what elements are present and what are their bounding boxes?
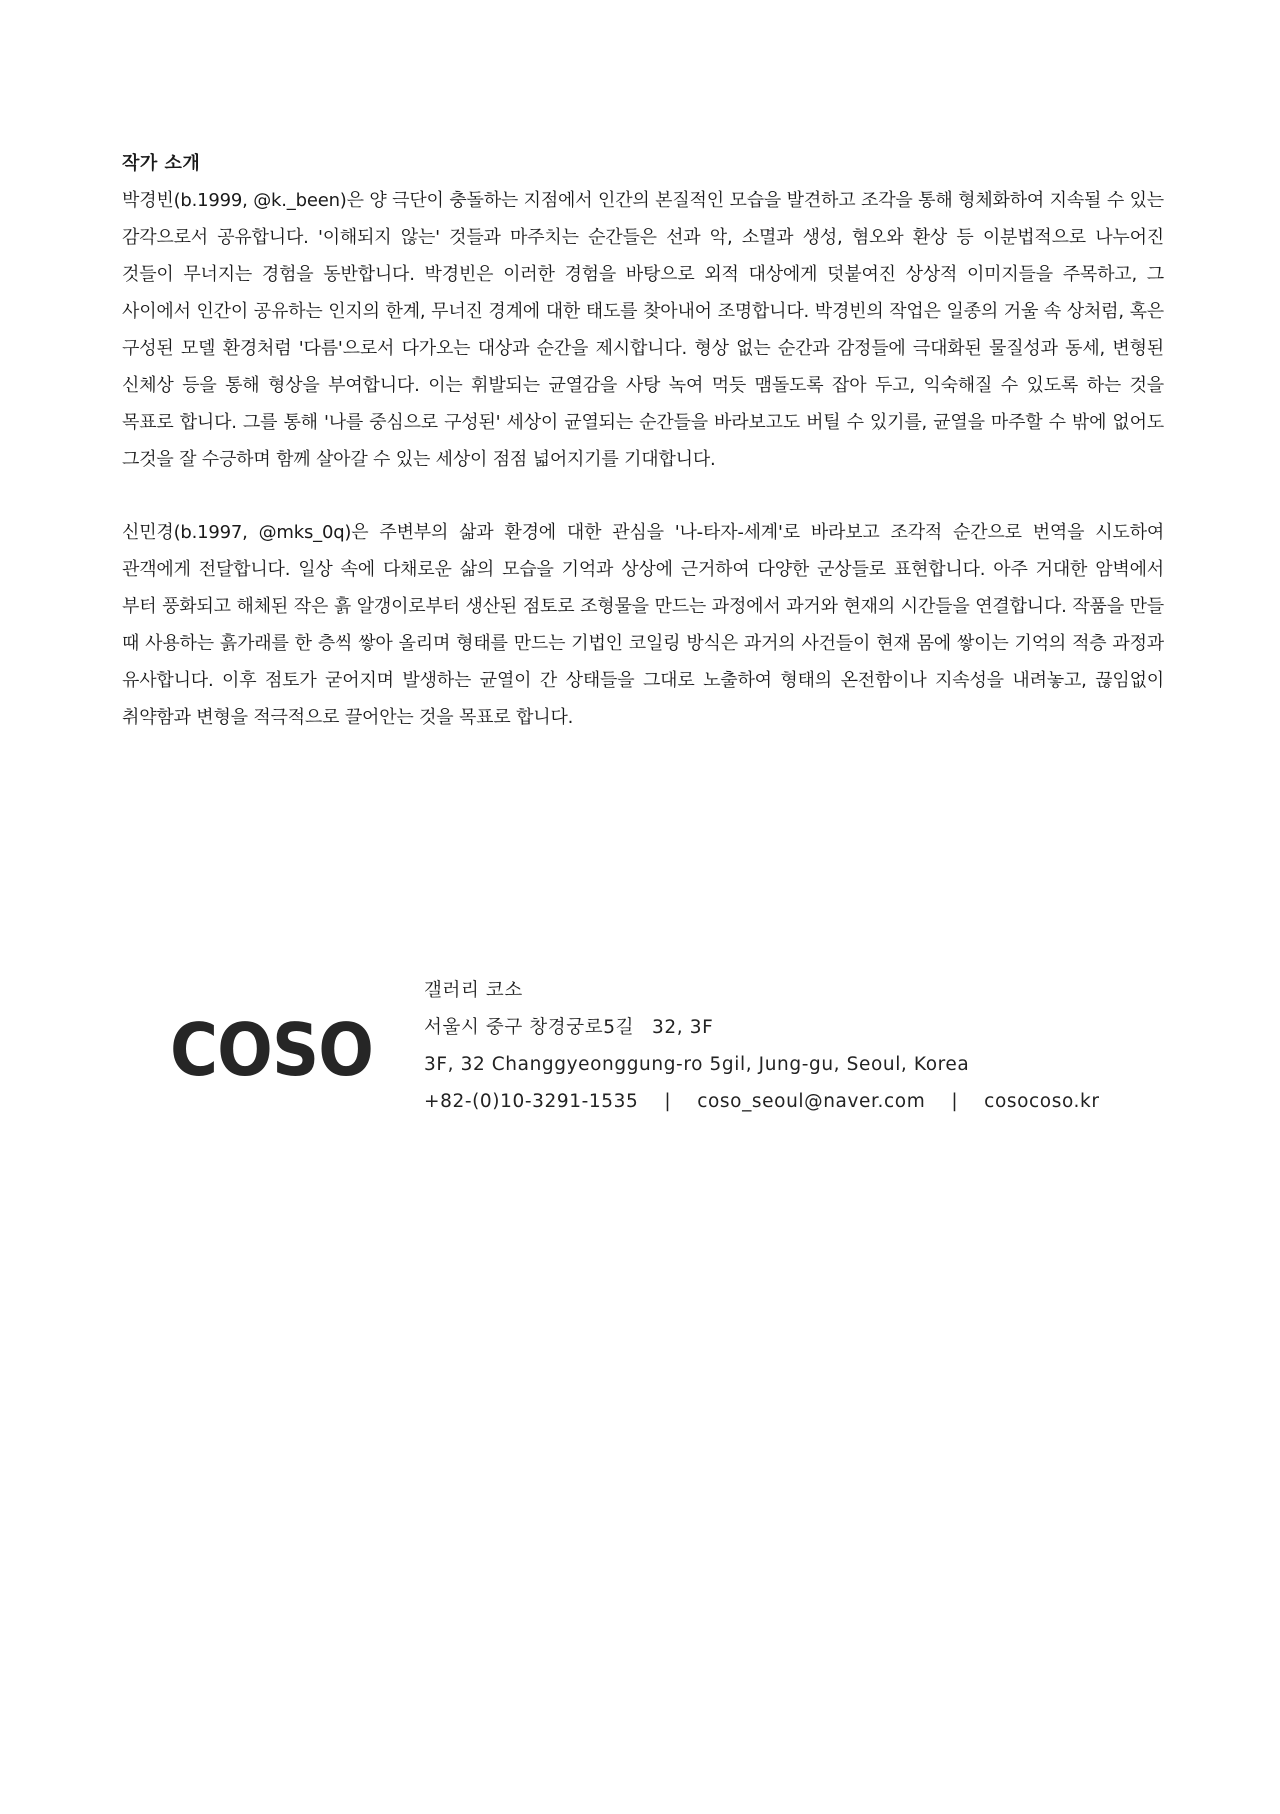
artist-bio-text: 은 주변부의 삶과 환경에 대한 관심을 '나-타자-세계'로 바라보고 조각적 순간으로 번역을 시도하여 관객에게 전달합니다. 일상 속에 다채로운 삶의 모습을 기억과 상상에 근거하여 다양한 군상들로 표현합니다. 아주 거대한 암벽에서 부터 풍화되고 해체된 작은 흙 알갱이로부터 생산된 점토로 조형물을 만드는 과정에서 과거와 현재의 시간들을 연결합니다. 작품을 만들 때 사용하는 흙가래를 한 층씩 쌓아 올리며 형태를 만드는 기법인 코일링 방식은 과거의 사건들이 현재 몸에 쌓이는 기억의 적층 과정과 유사합니다. 이후 점토가 굳어지며 발생하는 균열이 간 상태들을 그대로 노출하여 형태의 온전함이나 지속성을 내려놓고, 끊임없이 취약함과 변형을 적극적으로 끌어안는 것을 목표로 합니다. <box>122 522 1165 728</box>
address-number: 32, 3F <box>652 1017 714 1038</box>
email-address: coso_seoul@naver.com <box>697 1091 926 1112</box>
gallery-contact-line <box>424 1083 1100 1120</box>
gallery-footer <box>170 972 1130 1132</box>
artist-name-credit: 신민경(b.1997, @mks_0q) <box>122 522 352 543</box>
address-street: 서울시 중구 창경궁로5길 <box>424 1017 635 1038</box>
gallery-address-english: 3F, 32 Changgyeonggung-ro 5gil, Jung-gu, Seoul, Korea <box>424 1054 970 1075</box>
artist-bio-park-kyungbin <box>122 182 1164 478</box>
artist-introduction-section <box>122 146 1164 736</box>
separator: | <box>951 1091 959 1112</box>
gallery-name: 갤러리 코소 <box>424 980 523 1001</box>
artist-name-credit: 박경빈(b.1999, @k._been) <box>122 190 347 211</box>
separator: | <box>664 1091 672 1112</box>
phone-number: +82-(0)10-3291-1535 <box>424 1091 639 1112</box>
artist-bio-shin-minkyung <box>122 514 1164 736</box>
gallery-contact-info <box>424 972 1100 1120</box>
gallery-address-korean <box>424 1009 1100 1046</box>
logo-wordmark: COSO <box>170 1008 373 1087</box>
website-url: cosocoso.kr <box>984 1091 1100 1112</box>
artist-bio-text: 은 양 극단이 충돌하는 지점에서 인간의 본질적인 모습을 발견하고 조각을 통해 형체화하여 지속될 수 있는 감각으로서 공유합니다. '이해되지 않는' 것들과 마주치는 순간들은 선과 악, 소멸과 생성, 혐오와 환상 등 이분법적으로 나누어진 것들이 무너지는 경험을 동반합니다. 박경빈은 이러한 경험을 바탕으로 외적 대상에게 덧붙여진 상상적 이미지들을 주목하고, 그 사이에서 인간이 공유하는 인지의 한계, 무너진 경계에 대한 태도를 찾아내어 조명합니다. 박경빈의 작업은 일종의 거울 속 상처럼, 혹은 구성된 모델 환경처럼 '다름'으로서 다가오는 대상과 순간을 제시합니다. 형상 없는 순간과 감정들에 극대화된 물질성과 동세, 변형된 신체상 등을 통해 형상을 부여합니다. 이는 휘발되는 균열감을 사탕 녹여 먹듯 맴돌도록 잡아 두고, 익숙해질 수 있도록 하는 것을 목표로 합니다. 그를 통해 '나를 중심으로 구성된' 세상이 균열되는 순간들을 바라보고도 버틸 수 있기를, 균열을 마주할 수 밖에 없어도 그것을 잘 수긍하며 함께 살아갈 수 있는 세상이 점점 넓어지기를 기대합니다. <box>122 190 1164 470</box>
section-title: 작가 소개 <box>122 153 201 174</box>
coso-logo <box>170 1007 375 1087</box>
